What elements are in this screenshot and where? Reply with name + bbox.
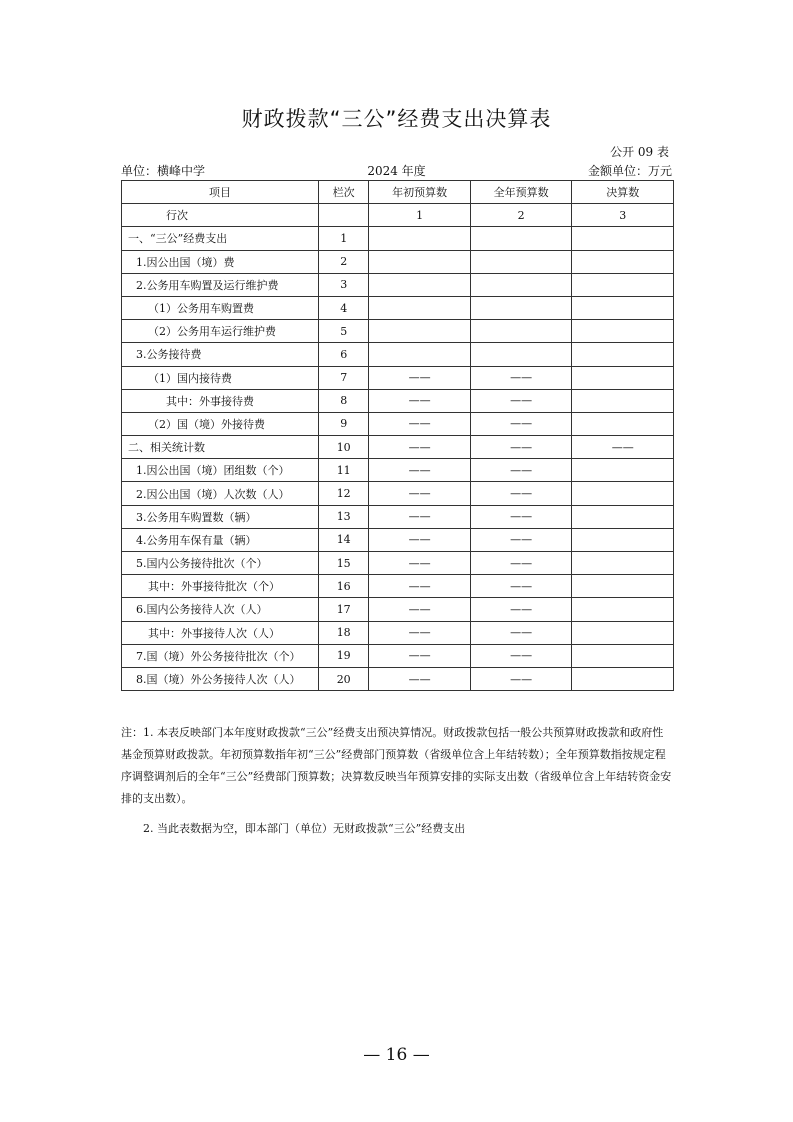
table-row-index [122, 204, 674, 227]
header-line: 栏次 [319, 181, 369, 204]
cell-col2: —— [470, 482, 572, 505]
table-row [122, 273, 674, 296]
cell-col1: —— [369, 482, 471, 505]
cell-col1: —— [369, 412, 471, 435]
cell-line: 16 [319, 575, 369, 598]
cell-item: 其中：外事接待批次（个） [122, 575, 319, 598]
meta-row [121, 162, 672, 180]
cell-col3 [572, 482, 674, 505]
cell-col2: —— [470, 598, 572, 621]
cell-line: 3 [319, 273, 369, 296]
cell-line [319, 204, 369, 227]
cell-item: 7.国（境）外公务接待批次（个） [122, 644, 319, 667]
page-number: — 16 — [363, 1045, 430, 1065]
cell-col3 [572, 621, 674, 644]
cell-col2: —— [470, 505, 572, 528]
header-col3: 决算数 [572, 181, 674, 204]
table-row [122, 227, 674, 250]
cell-col1 [369, 320, 471, 343]
cell-col2 [470, 227, 572, 250]
page-title: 财政拨款“三公”经费支出决算表 [241, 107, 552, 131]
header-item: 项目 [122, 181, 319, 204]
cell-col2: —— [470, 412, 572, 435]
cell-item: 5.国内公务接待批次（个） [122, 552, 319, 575]
header-col1: 年初预算数 [369, 181, 471, 204]
form-number: 公开 09 表 [610, 145, 669, 159]
cell-col3 [572, 552, 674, 575]
cell-col3: —— [572, 436, 674, 459]
cell-line: 6 [319, 343, 369, 366]
cell-col1 [369, 227, 471, 250]
note-2: 2. 当此表数据为空，即本部门（单位）无财政拨款“三公”经费支出 [143, 822, 466, 835]
note-1: 注：1. 本表反映部门本年度财政拨款“三公”经费支出预决算情况。财政拨款包括一般公共预算财政拨款和政府性基金预算财政拨款。年初预算数指年初“三公”经费部门预算数（省级单位含上年结转数）；全年预算数指按规定程序调整调剂后的全年“三公”经费部门预算数；决算数反映当年预算安排的实际支出数（省级单位含上年结转资金安排的支出数）。 [121, 726, 672, 805]
cell-col1 [369, 343, 471, 366]
cell-col1: —— [369, 552, 471, 575]
cell-line: 20 [319, 667, 369, 690]
table-row [122, 459, 674, 482]
cell-col2: —— [470, 459, 572, 482]
cell-item: （2）公务用车运行维护费 [122, 320, 319, 343]
cell-col1: 1 [369, 204, 471, 227]
cell-col3 [572, 296, 674, 319]
cell-item: 1.因公出国（境）费 [122, 250, 319, 273]
cell-col3 [572, 459, 674, 482]
cell-item: （1）国内接待费 [122, 366, 319, 389]
cell-col1 [369, 250, 471, 273]
cell-line: 8 [319, 389, 369, 412]
cell-col3 [572, 412, 674, 435]
cell-item: 一、“三公”经费支出 [122, 227, 319, 250]
table-row [122, 412, 674, 435]
cell-item: 2.因公出国（境）人次数（人） [122, 482, 319, 505]
table-row [122, 552, 674, 575]
cell-col3 [572, 505, 674, 528]
table-row [122, 320, 674, 343]
cell-line: 10 [319, 436, 369, 459]
year-label: 2024 年度 [367, 164, 426, 178]
cell-item: （1）公务用车购置费 [122, 296, 319, 319]
cell-item: 3.公务接待费 [122, 343, 319, 366]
cell-col2: —— [470, 436, 572, 459]
cell-item: 8.国（境）外公务接待人次（人） [122, 667, 319, 690]
cell-col3 [572, 250, 674, 273]
cell-col1: —— [369, 644, 471, 667]
table-row [122, 482, 674, 505]
table-row [122, 366, 674, 389]
cell-col2: —— [470, 621, 572, 644]
cell-line: 1 [319, 227, 369, 250]
cell-col3 [572, 575, 674, 598]
cell-item: 其中：外事接待费 [122, 389, 319, 412]
cell-col3 [572, 528, 674, 551]
table-row [122, 343, 674, 366]
cell-item: 6.国内公务接待人次（人） [122, 598, 319, 621]
notes [121, 722, 674, 840]
cell-col1: —— [369, 366, 471, 389]
cell-item: 二、相关统计数 [122, 436, 319, 459]
cell-col2: —— [470, 389, 572, 412]
cell-line: 12 [319, 482, 369, 505]
cell-line: 17 [319, 598, 369, 621]
cell-col1: —— [369, 389, 471, 412]
cell-col2: —— [470, 552, 572, 575]
cell-col2: —— [470, 644, 572, 667]
cell-line: 11 [319, 459, 369, 482]
cell-col2: —— [470, 528, 572, 551]
cell-line: 5 [319, 320, 369, 343]
cell-col3 [572, 644, 674, 667]
cell-col2 [470, 250, 572, 273]
table-row [122, 598, 674, 621]
cell-item: 3.公务用车购置数（辆） [122, 505, 319, 528]
cell-col1: —— [369, 436, 471, 459]
cell-col2 [470, 343, 572, 366]
header-col2: 全年预算数 [470, 181, 572, 204]
cell-line: 7 [319, 366, 369, 389]
cell-col3 [572, 366, 674, 389]
cell-line: 18 [319, 621, 369, 644]
table-row [122, 296, 674, 319]
cell-col2: —— [470, 366, 572, 389]
cell-line: 14 [319, 528, 369, 551]
cell-line: 9 [319, 412, 369, 435]
cell-col2 [470, 296, 572, 319]
cell-item: 1.因公出国（境）团组数（个） [122, 459, 319, 482]
cell-col3: 3 [572, 204, 674, 227]
table-row [122, 389, 674, 412]
cell-col2: —— [470, 575, 572, 598]
cell-col3 [572, 667, 674, 690]
cell-col3 [572, 389, 674, 412]
unit-label: 单位：横峰中学 [121, 164, 206, 178]
cell-line: 15 [319, 552, 369, 575]
cell-col1: —— [369, 528, 471, 551]
cell-col3 [572, 273, 674, 296]
table-row [122, 528, 674, 551]
cell-col3 [572, 343, 674, 366]
cell-col2: —— [470, 667, 572, 690]
cell-line: 19 [319, 644, 369, 667]
table-row [122, 667, 674, 690]
amount-unit-label: 金额单位：万元 [587, 164, 672, 178]
table-header-row [122, 181, 674, 204]
cell-col1: —— [369, 667, 471, 690]
cell-col1 [369, 296, 471, 319]
cell-line: 4 [319, 296, 369, 319]
cell-col1 [369, 273, 471, 296]
cell-item: 2.公务用车购置及运行维护费 [122, 273, 319, 296]
table-row [122, 436, 674, 459]
cell-col2 [470, 273, 572, 296]
table-row [122, 644, 674, 667]
cell-line: 13 [319, 505, 369, 528]
cell-item: （2）国（境）外接待费 [122, 412, 319, 435]
cell-col1: —— [369, 598, 471, 621]
cell-col2 [470, 320, 572, 343]
cell-col2: 2 [470, 204, 572, 227]
cell-item: 4.公务用车保有量（辆） [122, 528, 319, 551]
cell-col1: —— [369, 505, 471, 528]
cell-col3 [572, 320, 674, 343]
cell-item: 其中：外事接待人次（人） [122, 621, 319, 644]
expense-table [121, 180, 674, 691]
cell-col1: —— [369, 459, 471, 482]
cell-col1: —— [369, 621, 471, 644]
cell-col1: —— [369, 575, 471, 598]
table-row [122, 250, 674, 273]
table-row [122, 505, 674, 528]
cell-item: 行次 [122, 204, 319, 227]
cell-col3 [572, 227, 674, 250]
cell-line: 2 [319, 250, 369, 273]
table-row [122, 575, 674, 598]
table-row [122, 621, 674, 644]
cell-col3 [572, 598, 674, 621]
